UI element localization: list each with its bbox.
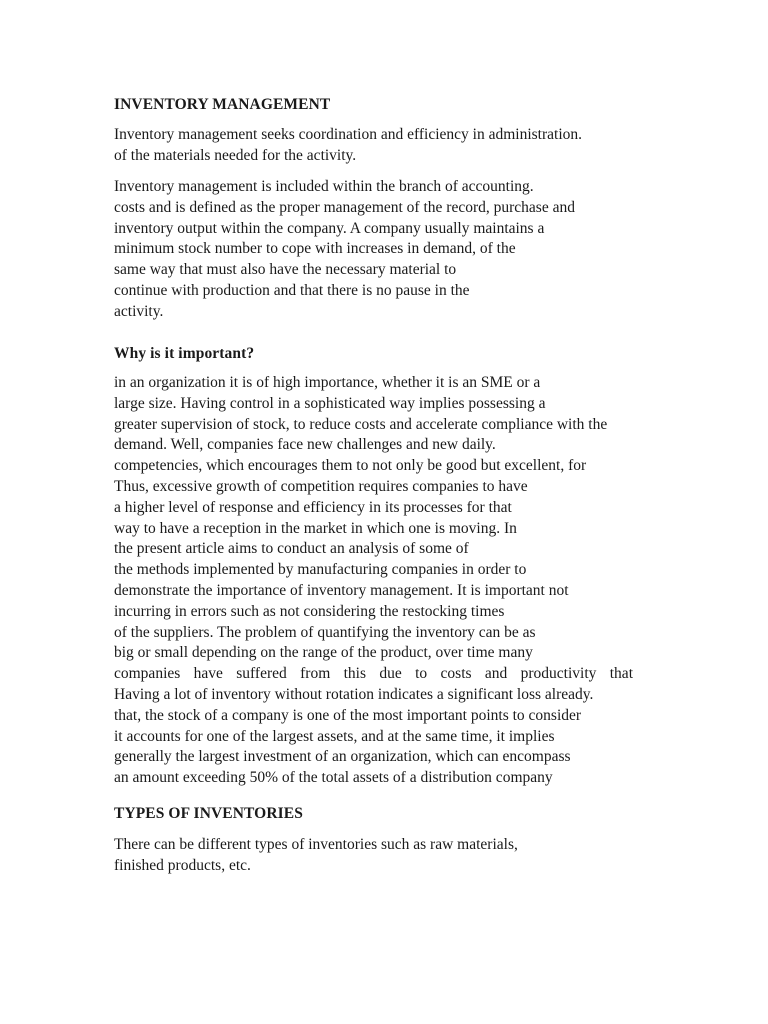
- paragraph-line: demonstrate the importance of inventory management. It is important not: [114, 581, 569, 599]
- paragraph-line: a higher level of response and efficiency in its processes for that: [114, 498, 512, 516]
- section-heading-inventory-management: INVENTORY MANAGEMENT: [114, 96, 331, 113]
- paragraph-types: [114, 835, 518, 877]
- paragraph-line: inventory output within the company. A company usually maintains a: [114, 219, 545, 237]
- paragraph-line: the methods implemented by manufacturing companies in order to: [114, 561, 527, 579]
- paragraph-line: greater supervision of stock, to reduce costs and accelerate compliance with the: [114, 415, 608, 433]
- paragraph-line: costs and is defined as the proper management of the record, purchase and: [114, 198, 575, 216]
- paragraph-definition: [114, 177, 575, 323]
- paragraph-line: activity.: [114, 302, 164, 320]
- paragraph-importance: [114, 373, 633, 789]
- paragraph-line: incurring in errors such as not considering the restocking times: [114, 602, 505, 620]
- paragraph-line: continue with production and that there is no pause in the: [114, 281, 470, 299]
- paragraph-line: companies have suffered from this due to costs and productivity that: [114, 665, 633, 683]
- paragraph-line: minimum stock number to cope with increases in demand, of the: [114, 240, 516, 258]
- paragraph-line: demand. Well, companies face new challenges and new daily.: [114, 436, 496, 454]
- paragraph-line: same way that must also have the necessary material to: [114, 261, 457, 279]
- paragraph-line: Inventory management is included within the branch of accounting.: [114, 178, 534, 195]
- paragraph-intro: [114, 125, 582, 167]
- paragraph-line: big or small depending on the range of the product, over time many: [114, 644, 533, 662]
- paragraph-line: of the suppliers. The problem of quantifying the inventory can be as: [114, 623, 536, 641]
- paragraph-line: the present article aims to conduct an analysis of some of: [114, 540, 469, 558]
- paragraph-line: generally the largest investment of an organization, which can encompass: [114, 748, 571, 766]
- paragraph-line: large size. Having control in a sophisticated way implies possessing a: [114, 394, 546, 412]
- paragraph-line: competencies, which encourages them to not only be good but excellent, for: [114, 457, 587, 475]
- paragraph-line: There can be different types of inventories such as raw materials,: [114, 836, 518, 853]
- paragraph-line: Thus, excessive growth of competition requires companies to have: [114, 477, 528, 495]
- section-heading-why-important: Why is it important?: [114, 345, 255, 362]
- paragraph-line: way to have a reception in the market in which one is moving. In: [114, 519, 517, 537]
- paragraph-line: Inventory management seeks coordination and efficiency in administration.: [114, 126, 583, 143]
- paragraph-line: that, the stock of a company is one of the most important points to consider: [114, 706, 582, 724]
- paragraph-line: Having a lot of inventory without rotation indicates a significant loss already.: [114, 685, 594, 703]
- paragraph-line: finished products, etc.: [114, 856, 251, 874]
- paragraph-line: of the materials needed for the activity.: [114, 146, 357, 164]
- section-heading-types-of-inventories: TYPES OF INVENTORIES: [114, 805, 303, 822]
- paragraph-line: it accounts for one of the largest assets, and at the same time, it implies: [114, 727, 555, 745]
- paragraph-line: in an organization it is of high importance, whether it is an SME or a: [114, 374, 541, 391]
- paragraph-line: an amount exceeding 50% of the total assets of a distribution company: [114, 769, 553, 787]
